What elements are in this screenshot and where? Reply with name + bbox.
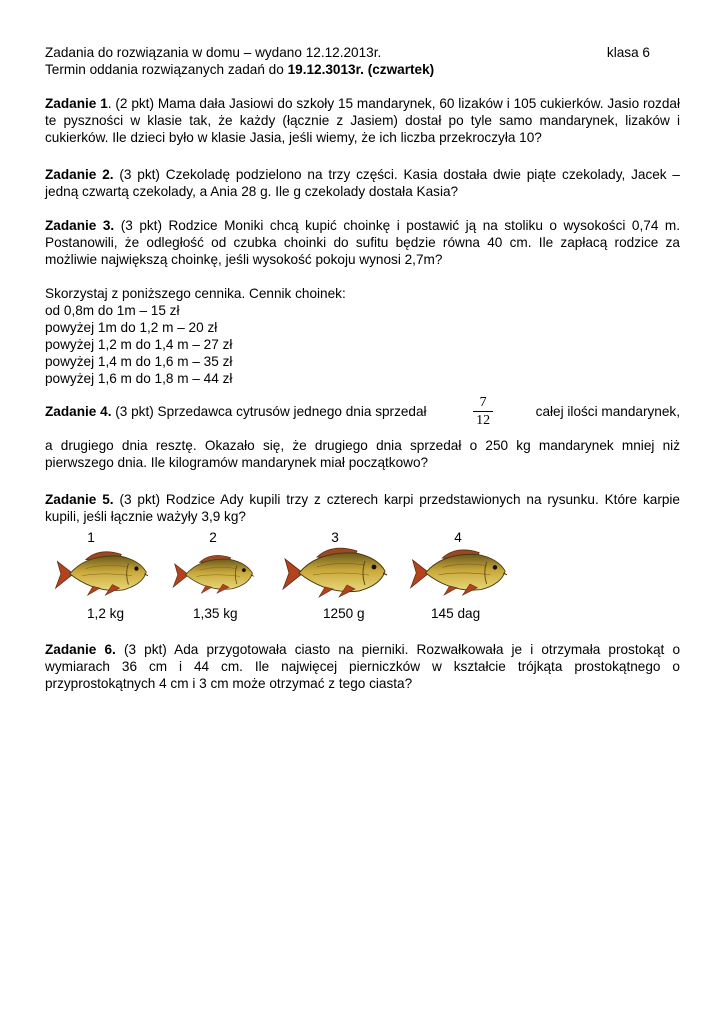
price-list-intro: Skorzystaj z poniższego cennika. Cennik choinek: [45, 286, 346, 301]
task-2-label: Zadanie 2. [45, 167, 114, 182]
task-1-text: . (2 pkt) Mama dała Jasiowi do szkoły 15 mandarynek, 60 lizaków i 105 cukierków. Jasio rozdał te pyszności w klasie tak, że każdy (łącznie z Jasiem) dostał po tyle samo mandarynek, lizaków i cukierków. Ile dzieci było w klasie Jasia, jeśli wiemy, że ich liczba przekroczyła 10? [45, 96, 680, 145]
task-5 [45, 491, 680, 525]
carp-3-image [271, 545, 395, 599]
task-6-text: (3 pkt) Ada przygotowała ciasto na pierniki. Rozwałkowała je i otrzymała prostokąt o wymiarach 36 cm i 44 cm. Ile najwięcej pierniczków w kształcie trójkąta prostokątnego o przyprostokątnych 4 cm i 3 cm może otrzymać z tego ciasta? [45, 642, 681, 691]
carp-2-weight: 1,35 kg [193, 606, 238, 621]
task-5-text: (3 pkt) Rodzice Ady kupili trzy z czterech karpi przedstawionych na rysunku. Które karpie kupili, jeśli łącznie ważyły 3,9 kg? [45, 492, 680, 524]
task-1 [45, 95, 680, 146]
carp-1-weight: 1,2 kg [87, 606, 125, 621]
carp-1-image [45, 549, 155, 597]
class-label: klasa 6 [606, 45, 650, 60]
task-5-label: Zadanie 5. [45, 492, 114, 507]
task-3-text: (3 pkt) Rodzice Moniki chcą kupić choinkę i postawić ją na stoliku o wysokości 0,74 m. Postanowili, że odległość od czubka choinki do sufitu będzie równa 40 cm. Ile zapłacą rodzice za możliwie największą choinkę, jeśli wysokość pokoju wynosi 2,7m? [45, 218, 680, 267]
task-3-label: Zadanie 3. [45, 218, 115, 233]
issue-date-text: Zadania do rozwiązania w domu – wydano 12.12.2013r. [45, 45, 382, 60]
task-4-first-line [45, 391, 680, 431]
worksheet [45, 44, 680, 692]
price-list [45, 285, 680, 387]
task-6 [45, 641, 680, 692]
carp-4-weight: 145 dag [431, 606, 481, 621]
task-2 [45, 166, 680, 200]
fraction-denominator: 12 [473, 411, 493, 429]
carp-pictures [45, 529, 680, 621]
price-list-item: od 0,8m do 1m – 15 zł [45, 303, 180, 318]
carp-4-image [399, 547, 515, 597]
carp-1-number: 1 [87, 530, 95, 545]
task-6-label: Zadanie 6. [45, 642, 116, 657]
carp-3-number: 3 [331, 530, 339, 545]
fraction-numerator: 7 [479, 394, 487, 410]
task-1-label: Zadanie 1 [45, 96, 108, 111]
task-4-text-after: całej ilości mandarynek, [535, 403, 680, 419]
header-line-2 [45, 61, 680, 78]
price-list-item: powyżej 1,2 m do 1,4 m – 27 zł [45, 337, 233, 352]
task-4-lead [45, 404, 427, 419]
carp-3-weight: 1250 g [323, 606, 365, 621]
price-list-item: powyżej 1,6 m do 1,8 m – 44 zł [45, 371, 233, 386]
task-2-text: (3 pkt) Czekoladę podzielono na trzy części. Kasia dostała dwie piąte czekolady, Jacek – jedną czwartą czekolady, a Ania 28 g. Ile g czekolady dostała Kasia? [45, 167, 680, 199]
fraction-7-12 [473, 394, 493, 429]
price-list-item: powyżej 1,4 m do 1,6 m – 35 zł [45, 354, 233, 369]
task-3 [45, 217, 680, 268]
header-line-1 [45, 44, 680, 61]
due-date-prefix: Termin oddania rozwiązanych zadań do [45, 62, 288, 77]
carp-2-number: 2 [209, 530, 217, 545]
task-4-text-before: (3 pkt) Sprzedawca cytrusów jednego dnia sprzedał [111, 403, 427, 419]
due-date: 19.12.3013r. (czwartek) [287, 62, 435, 77]
task-4-rest: a drugiego dnia resztę. Okazało się, że drugiego dnia sprzedał o 250 kg mandarynek mniej niż pierwszego dnia. Ile kilogramów mandarynek miał początkowo? [45, 438, 680, 470]
carp-4-number: 4 [454, 530, 462, 545]
price-list-item: powyżej 1m do 1,2 m – 20 zł [45, 320, 218, 335]
task-4-label: Zadanie 4. [45, 403, 112, 419]
carp-2-image [163, 553, 261, 595]
